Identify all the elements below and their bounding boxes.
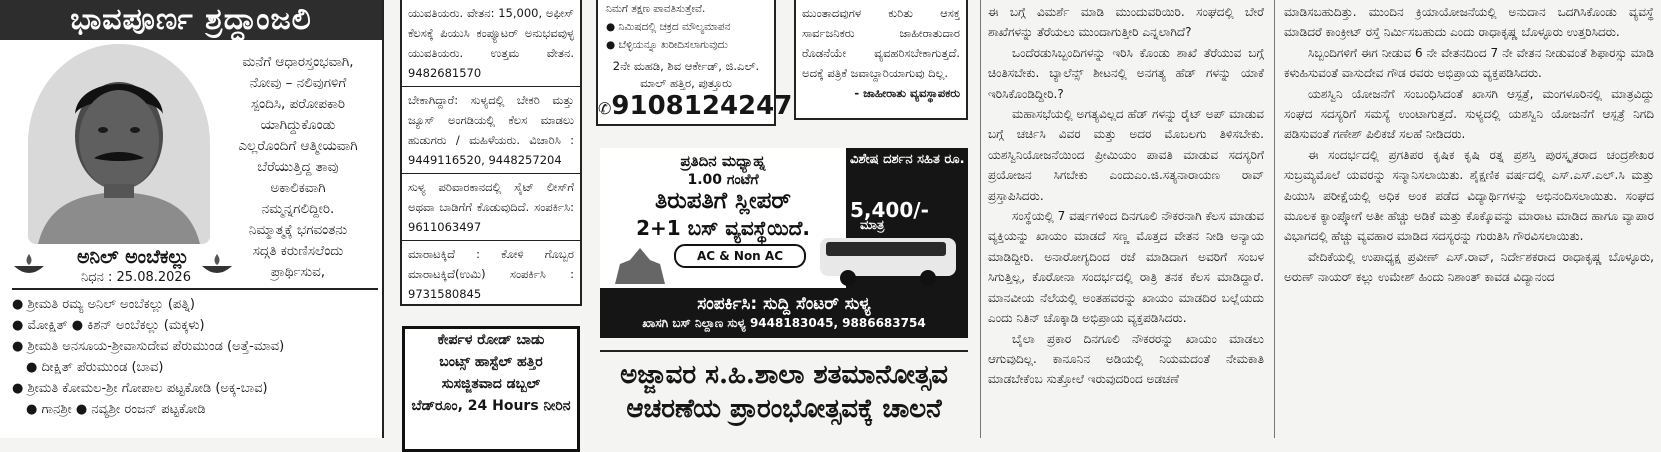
tribute-line: ಯಾಗಿದ್ದುಕೊಂಡು (260, 117, 336, 133)
ad-phone (598, 91, 793, 123)
article-paragraph: ಮಾಡಿಸಬಹುದಿತ್ತು. ಮುಂದಿನ ಕ್ರಿಯಾಯೋಜನೆಯಲ್ಲಿ ಅನುದಾನ ಒದಗಿಸಿಕೊಂಡು ವ್ಯವಸ್ಥೆ ಮಾಡಿದರೆ ಕಾಂಕ್ರೀಟ್ ರಸ್ತೆ ನಿರ್ಮಿಸಬಹುದು ಎಂದು ರಾಧಾಕೃಷ್ಣ ಬೊಳ್ಳೂರು ಉತ್ತರಿಸಿದರು. (1284, 5, 1654, 40)
tribute-line: ಬೆರೆಯುತ್ತಿದ್ದ ತಾವು (257, 159, 339, 175)
oil-lamp-icon (12, 252, 46, 278)
obituary-panel (0, 0, 384, 438)
tribute-line: ನಮ್ಮನ್ನಗಲಿದ್ದೀರಿ. (261, 201, 335, 217)
bus-ad-line: 1.00 ಗಂಟೆಗೆ (687, 172, 759, 188)
family-member: ● ಗಾನಶ್ರೀ ● ನವ್ಯಶ್ರೀ ರಂಜನ್ ಪಟ್ಟಕೋಡಿ (26, 402, 206, 417)
price-unit: ಮಾತ್ರ (860, 218, 885, 233)
news-headline: ಅಜ್ಜಾವರ ಸ.ಹಿ.ಶಾಲಾ ಶತಮಾನೋತ್ಸವ (600, 350, 968, 392)
bus-ad-line: ಪ್ರತಿದಿನ ಮಧ್ಯಾಹ್ನ (680, 152, 766, 170)
family-member: ● ದೀಕ್ಷಿತ್ ಪೆರುಮುಂಡ (ಬಾವ) (26, 360, 164, 375)
news-headline-2: ಆಚರಣೆಯ ಪ್ರಾರಂಭೋತ್ಸವಕ್ಕೆ ಚಾಲನೆ (626, 394, 942, 424)
column-divider (1274, 0, 1275, 438)
article-paragraph: ಬೈಲಾ ಪ್ರಕಾರ ದಿನಗೂಲಿ ನೌಕರರನ್ನು ಖಾಯಂ ಮಾಡಲು ಆಗುವುದಿಲ್ಲ. ಕಾನೂನಿನ ಅಡಿಯಲ್ಲಿ ನಿಯಮದಂತೆ ನೇಮಕಾತಿ ಮಾಡಬೇಕೆಂಬ ಸುತ್ತೋಲೆ ಇರುವುದರಿಂದ ಅಡಚಣೆ (988, 331, 1264, 387)
ad-address: 2ನೇ ಮಹಡಿ, ಶಿವ ಆರ್ಕೇಡ್, ಜಿ.ಎಲ್. ಮಾಲ್ ಹತ್ತಿರ, ಪುತ್ತೂರು (612, 59, 760, 90)
special-darshan: ವಿಶೇಷ ದರ್ಶನ ಸಹಿತ ರೂ. (850, 152, 965, 167)
notice-text: ಮುಂತಾದವುಗಳ ಕುರಿತು ಆಸಕ್ತ ಸಾರ್ವಜನಿಕರು ಜಾಹೀರಾತುದಾರ ರೊಡನೆಯೇ ವ್ಯವಹರಿಸಬೇಕಾಗುತ್ತದೆ. ಅದಕ್ಕೆ ಪತ್ರಿಕೆ ಜವಾಬ್ದಾರಿಯಾಗುವು ದಿಲ್ಲ. (802, 6, 960, 80)
gold-buyer-ad (596, 0, 793, 126)
tribute-line: ಸದ್ಗತಿ ಕರುಣಿಸಲೆಂದು (252, 243, 344, 259)
tribute-text (222, 52, 374, 283)
classified-ad: ಮಾರಾಟಕ್ಕಿದೆ : ಕೋಳಿ ಗೊಬ್ಬರ ಮಾರಾಟಕ್ಕಿದೆ(ಉಮಿ) ಸಂಪರ್ಕಿಸಿ : 9731580845 (408, 247, 574, 301)
bus-contact: ಸಂಪರ್ಕಿಸಿ: ಸುದ್ದಿ ಸೆಂಟರ್ ಸುಳ್ಯ (697, 294, 871, 314)
ad-feature: ● ಬೆಳ್ಳಿಯನ್ನೂ ಖರೀದಿಸಲಾಗುವುದು (606, 39, 728, 51)
portrait-illustration (28, 44, 210, 244)
tribute-line: ಪ್ರಾರ್ಥಿಸುವ, (270, 264, 326, 280)
advertisement-notice (794, 0, 968, 120)
family-member: ● ಶ್ರೀಮತಿ ಕೋಮಲ-ಶ್ರೀ ಗೋಪಾಲ ಪಟ್ಟಕೋಡಿ (ಅಕ್ಕ-ಬಾವ) (12, 381, 268, 396)
oil-lamp-icon (200, 252, 234, 278)
article-paragraph: ಈ ಸಂದರ್ಭದಲ್ಲಿ ಪ್ರಗತಿಪರ ಕೃಷಿಕ ಕೃಷಿ ರತ್ನ ಪ್ರಶಸ್ತಿ ಪುರಸ್ಕೃತರಾದ ಚಂದ್ರಶೇಖರ ಸುಬ್ರಮ್ಯಮೊಲೆ ಯವರನ್ನು ಸನ್ಮಾನಿಸಲಾಯಿತು. ಶೈಕ್ಷಣಿಕ ವರ್ಷದಲ್ಲಿ ಎಸ್.ಎಸ್.ಎಲ್.ಸಿ ಮತ್ತು ಪಿಯುಸಿ ಪರೀಕ್ಷೆಯಲ್ಲಿ ಅಧಿಕ ಅಂಕ ಪಡೆದ ವಿದ್ಯಾರ್ಥಿಗಳನ್ನು ಅಭಿನಂದಿಸಲಾಯಿತು. ಸಂಘದ ಮೂಲಕ ಕ್ಯಾಂಪ್ಕೋಗೆ ಅತೀ ಹೆಚ್ಚು ಅಡಿಕೆ ಮತ್ತು ಕೊಕ್ಕೊವನ್ನು ಮಾರಾಟ ಮಾಡಿದ ಹಾಗೂ ವ್ಯಾಪಾರ ವಿಭಾಗದಲ್ಲಿ ಹೆಚ್ಚು ವ್ಯವಹಾರ ಮಾಡಿದ ಸದಸ್ಯರನ್ನು ಗುರುತಿಸಿ ಗೌರವಿಸಲಾಯಿತು. (1284, 147, 1654, 244)
tribute-line: ಎಲ್ಲರೊಂದಿಗೆ ಆತ್ಮೀಯವಾಗಿ (238, 138, 358, 154)
article-paragraph: ಯಶಸ್ವಿನಿ ಯೋಜನೆಗೆ ಸಂಬಂಧಿಸಿದಂತೆ ಖಾಸಗಿ ಆಸ್ಪತ್ರೆ, ಮಂಗಳೂರಿನಲ್ಲಿ ಮಾತ್ರವಿದ್ದು ಸಂಘದ ಸದಸ್ಯರಿಗೆ ಸಮಸ್ಯೆ ಉಂಟಾಗುತ್ತದೆ. ಸುಳ್ಯದಲ್ಲಿ ಯಶಸ್ವಿನಿ ಯೋಜನೆಗೆ ಆಸ್ಪತ್ರೆ ನಿಗದಿ ಪಡಿಸುವಂತೆ ಗಣೇಶ್ ಪಿಲಿಕಜೆ ಸಲಹೆ ನೀಡಿದರು. (1284, 86, 1654, 142)
family-member: ● ಶ್ರೀಮತಿ ಅನಸೂಯ-ಶ್ರೀವಾಸುದೇವ ಪೆರುಮುಂಡ (ಅತ್ತೆ-ಮಾವ) (12, 339, 285, 354)
article-paragraph: ಸಂಸ್ಥೆಯಲ್ಲಿ 7 ವರ್ಷಗಳಿಂದ ದಿನಗೂಲಿ ನೌಕರನಾಗಿ ಕೆಲಸ ಮಾಡುವ ವ್ಯಕ್ತಿಯನ್ನು ಖಾಯಂ ಮಾಡದೆ ಸಣ್ಣ ಮೊತ್ತದ ವೇತನ ನೀಡಿ ಅನ್ಯಾಯ ಮಾಡಿದ್ದೀರಿ. ಅನಾರೋಗ್ಯದಿಂದ ರಜೆ ಮಾಡಿದಾಗ ಅವರಿಗೆ ಸಂಬಳ ಸಿಗುತ್ತಿಲ್ಲ, ಕೊರೋನಾ ಸಂದರ್ಭದಲ್ಲಿ ರಾತ್ರಿ ತನಕ ಕೆಲಸ ಮಾಡಿದ್ದಾರೆ. ಮಾನವೀಯ ನೆಲೆಯಲ್ಲಿ ಅಂತಹವರನ್ನು ಖಾಯಂ ಮಾಡದಿರ ಬಲ್ಲೆಯದು ಎಂದು ನಿತಿನ್ ಚೊಕ್ಕಾಡಿ ಅಭಿಪ್ರಾಯ ವ್ಯಕ್ತಪಡಿಸಿದರು. (988, 209, 1264, 326)
classifieds-column (400, 0, 582, 306)
hostel-rent-ad (402, 326, 580, 452)
tirupati-bus-ad (600, 148, 968, 338)
classified-ad: ಸುಳ್ಯ ಪರಿವಾರಕಾನದಲ್ಲಿ ಸೈಟ್ ಲೀಸ್‌ಗೆ ಅಥವಾ ಬಾಡಿಗೆಗೆ ಕೊಡುವುದಿದೆ. ಸಂಪರ್ಕಿಸಿ: 9611063497 (402, 174, 580, 241)
bus-ad-panel (600, 148, 846, 288)
column-divider (980, 0, 981, 438)
deceased-name: ಅನಿಲ್ ಅಂಬೆಕಲ್ಲು (76, 246, 189, 268)
ticket-price: 5,400/- (850, 198, 929, 222)
death-date: ನಿಧನ : 25.08.2026 (81, 270, 191, 285)
tribute-line: ಅಕಾಲಿಕವಾಗಿ (270, 180, 326, 196)
portrait-photo (28, 44, 210, 244)
bus-ad-line: 2+1 ಬಸ್ ವ್ಯವಸ್ಥೆಯಿದೆ. (636, 216, 810, 240)
temple-icon (610, 244, 670, 286)
article-paragraph: ಮಹಾಸಭೆಯಲ್ಲಿ ಅಗತ್ಯವಿಲ್ಲದ ಹೆಡ್ ಗಳನ್ನು ರೈಟ್ ಅಪ್ ಮಾಡುವ ಬಗ್ಗೆ ಚರ್ಚಿಸಿ ವಿವರ ಮತ್ತು ಅದರ ಮೊಬಲಗು ತಿಳಿಸಬೇಕು. ಯಶಸ್ವಿನಿಯೋಜನೆಯಿಂದ ಪ್ರೀಮಿಯಂ ಪಾವತಿ ಮಾಡುವ ಸದಸ್ಯರಿಗೆ ಪ್ರಯೋಜನ ಸಿಗಬೇಕು ಎಂದುಎಂ.ಜಿ.ಸತ್ಯನಾರಾಯಣ ರಾವ್ ಪ್ರಸ್ತಾಪಿಸಿದರು. (988, 107, 1264, 203)
ac-badge: AC & Non AC (674, 244, 806, 268)
classified-ad: ಯುವತಿಯರು. ವೇತನ: 15,000, ಅಫೀಸ್ ಕೆಲಸಕ್ಕೆ ಪಿಯುಸಿ ಕಂಪ್ಯೂಟರ್ ಅನುಭವವುಳ್ಳ ಯುವತಿಯರು. ಉತ್ತಮ ವೇತನ. 9482681570 (402, 0, 580, 87)
hostel-ad-line: ಬಂಟ್ಸ್ ಹಾಸ್ಟೆಲ್ ಹತ್ತಿರ (439, 354, 543, 370)
article-paragraph: ಒಂದೆರಡುಸಿಬ್ಬಂದಿಗಳನ್ನು ಇರಿಸಿ ಕೊಂಡು ಶಾಖೆ ತೆರೆಯುವ ಬಗ್ಗೆ ಚಿಂತಿಸಬೇಕು. ಬ್ಯಾಲೆನ್ಸ್ ಶೀಟನಲ್ಲಿ ಅನಗತ್ಯ ಹೆಡ್ ಗಳನ್ನು ಯಾಕೆ ಇರಿಸಿಕೊಂಡಿದ್ದೀರಿ.? (988, 45, 1264, 101)
bus-icon (812, 232, 962, 288)
ad-top-line: ನಿಮಗೆ ತಕ್ಷಣ ಪಾವತಿಸುತ್ತೇವೆ. (606, 3, 706, 15)
notice-signature: - ಜಾಹೀರಾತು ವ್ಯವಸ್ಥಾಪಕರು (854, 86, 960, 100)
article-paragraph: ಈ ಬಗ್ಗೆ ವಿಮರ್ಶೆ ಮಾಡಿ ಮುಂದುವರಿಯಿರಿ. ಸಂಘದಲ್ಲಿ ಬೇರೆ ಶಾಖೆಗಳನ್ನು ತೆರೆಯಲು ಮುಂದಾಗುತ್ತೀರಿ ಎನ್ನಲಾಗಿದೆ? (988, 5, 1264, 40)
article-paragraph: ಸಿಬ್ಬಂದಿಗಳಿಗೆ ಈಗ ನೀಡುವ 6 ನೇ ವೇತನದಿಂದ 7 ನೇ ವೇತನ ನೀಡುವಂತೆ ಶಿಫಾರಸ್ಸು ಮಾಡಿ ಕಳುಹಿಸುವಂತೆ ವಾಸುದೇವ ಗೌಡ ರವರು ಅಭಿಪ್ರಾಯ ವ್ಯಕ್ತಪಡಿಸಿದರು. (1284, 45, 1654, 81)
hostel-ad-line: ಸುಸಜ್ಜಿತವಾದ ಡಬ್ಬಲ್ (441, 376, 541, 392)
ad-phone-number: 9108124247 (611, 91, 793, 121)
tribute-line: ನಿಮ್ಮಾತ್ಮಕ್ಕೆ ಭಗವಂತನು (248, 222, 348, 238)
tribute-line: ನೋವು – ನಲಿವುಗಳಿಗೆ (249, 75, 347, 91)
article-paragraph: ವೇದಿಕೆಯಲ್ಲಿ ಉಪಾಧ್ಯಕ್ಷ ಪ್ರವೀಣ್ ಎಸ್.ರಾವ್, ನಿರ್ದೇಶಕರಾದ ರಾಧಾಕೃಷ್ಣ ಬೊಳ್ಳೂರು, ಅರುಣ್ ನಾಯರ್ ಕಲ್ಲು ಉಮೇಶ್ ಹಿಂದು ನಿಶಾಂತ್ ಕಾವಡ ವಿದ್ಯಾನಂದ (1284, 249, 1654, 285)
phone-icon: ✆ (598, 99, 612, 118)
article-column-2 (1284, 2, 1654, 438)
tribute-line: ಮನೆಗೆ ಆಧಾರಸ್ತಂಭವಾಗಿ, (242, 54, 354, 70)
obituary-banner: ಭಾವಪೂರ್ಣ ಶ್ರದ್ಧಾಂಜಲಿ (0, 0, 382, 40)
hostel-ad-line: ಬೆಡ್‌ರೂಂ, 24 Hours ನೀರಿನ (411, 398, 571, 414)
article-column-1 (988, 2, 1264, 438)
hostel-ad-line: ಕೇರ್ಪಳ ರೋಡ್ ಬಾಡು (437, 332, 545, 348)
tribute-line: ಸ್ಪಂದಿಸಿ, ಪರೋಪಕಾರಿ (250, 96, 346, 112)
bus-phones: ಖಾಸಗಿ ಬಸ್ ನಿಲ್ದಾಣ ಸುಳ್ಯ 9448183045, 9886683754 (642, 316, 926, 330)
bus-ad-line: ತಿರುಪತಿಗೆ ಸ್ಲೀಪರ್ (655, 188, 791, 214)
family-list (12, 288, 378, 420)
family-member: ● ಮೋಕ್ಷಿತ್ ● ಕಿಶನ್ ಅಂಬೆಕಲ್ಲು (ಮಕ್ಕಳು) (12, 318, 205, 333)
ad-feature: ● ನಿಮಿಷದಲ್ಲಿ ಚಕ್ರದ ಮೌಲ್ಯಮಾಪನ (606, 21, 731, 33)
family-member: ● ಶ್ರೀಮತಿ ರಮ್ಯ ಅನಿಲ್ ಅಂಬೆಕಲ್ಲು (ಪತ್ನಿ) (12, 297, 195, 312)
classified-ad: ಬೇಕಾಗಿದ್ದಾರೆ: ಸುಳ್ಯದಲ್ಲಿ ಬೇಕರಿ ಮತ್ತು ಜ್ಯೂಸ್ ಅಂಗಡಿಯಲ್ಲಿ ಕೆಲಸ ಮಾಡಲು ಹುಡುಗರು / ಮಹಿಳೆಯರು. ವಿಚಾರಿಸಿ : 9449116520, 9448257204 (402, 87, 580, 174)
